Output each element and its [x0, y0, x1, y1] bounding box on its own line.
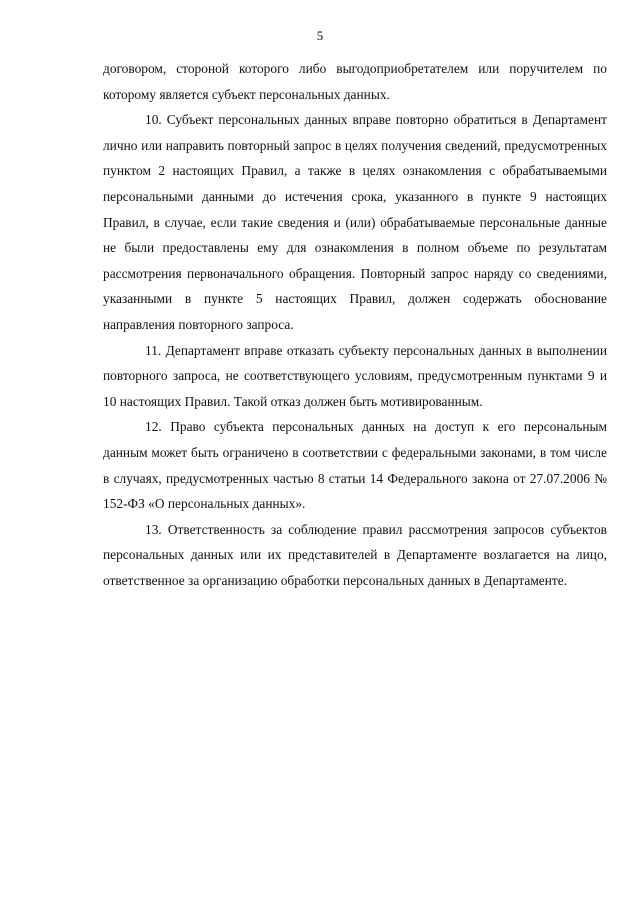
paragraph-item-13: 13. Ответственность за соблюдение правил рассмотрения запросов субъектов персональных данных или их представителей в Департаменте возлагается на лицо, ответственное за организацию обработки персональных данных в Департаменте. [103, 521, 607, 588]
page-number: 5 [316, 28, 324, 43]
paragraph-item-12: 12. Право субъекта персональных данных на доступ к его персональным данным может быть ограничено в соответствии с федеральными законами, в том числе в случаях, предусмотренных частью 8 статьи 14 Федерального закона от 27.07.2006 № 152-ФЗ «О персональных данных». [103, 419, 607, 512]
paragraph-item-10: 10. Субъект персональных данных вправе повторно обратиться в Департамент лично или направить повторный запрос в целях получения сведений, предусмотренных пунктом 2 настоящих Правил, а также в целях ознакомления с обрабатываемыми персональными данными до истечения срока, указанного в пункте 9 настоящих Правил, в случае, если такие сведения и (или) обрабатываемые персональные данные не были предоставлены ему для ознакомления в полном объеме по результатам рассмотрения первоначального обращения. Повторный запрос наряду со сведениями, указанными в пункте 5 настоящих Правил, должен содержать обоснование направления повторного запроса. [103, 112, 607, 332]
paragraph-item-11: 11. Департамент вправе отказать субъекту персональных данных в выполнении повторного запроса, не соответствующего условиям, предусмотренным пунктами 9 и 10 настоящих Правил. Такой отказ должен быть мотивированным. [103, 342, 607, 409]
paragraph-continuation: договором, стороной которого либо выгодоприобретателем или поручителем по которому является субъект персональных данных. [103, 61, 607, 102]
document-body [103, 56, 607, 593]
